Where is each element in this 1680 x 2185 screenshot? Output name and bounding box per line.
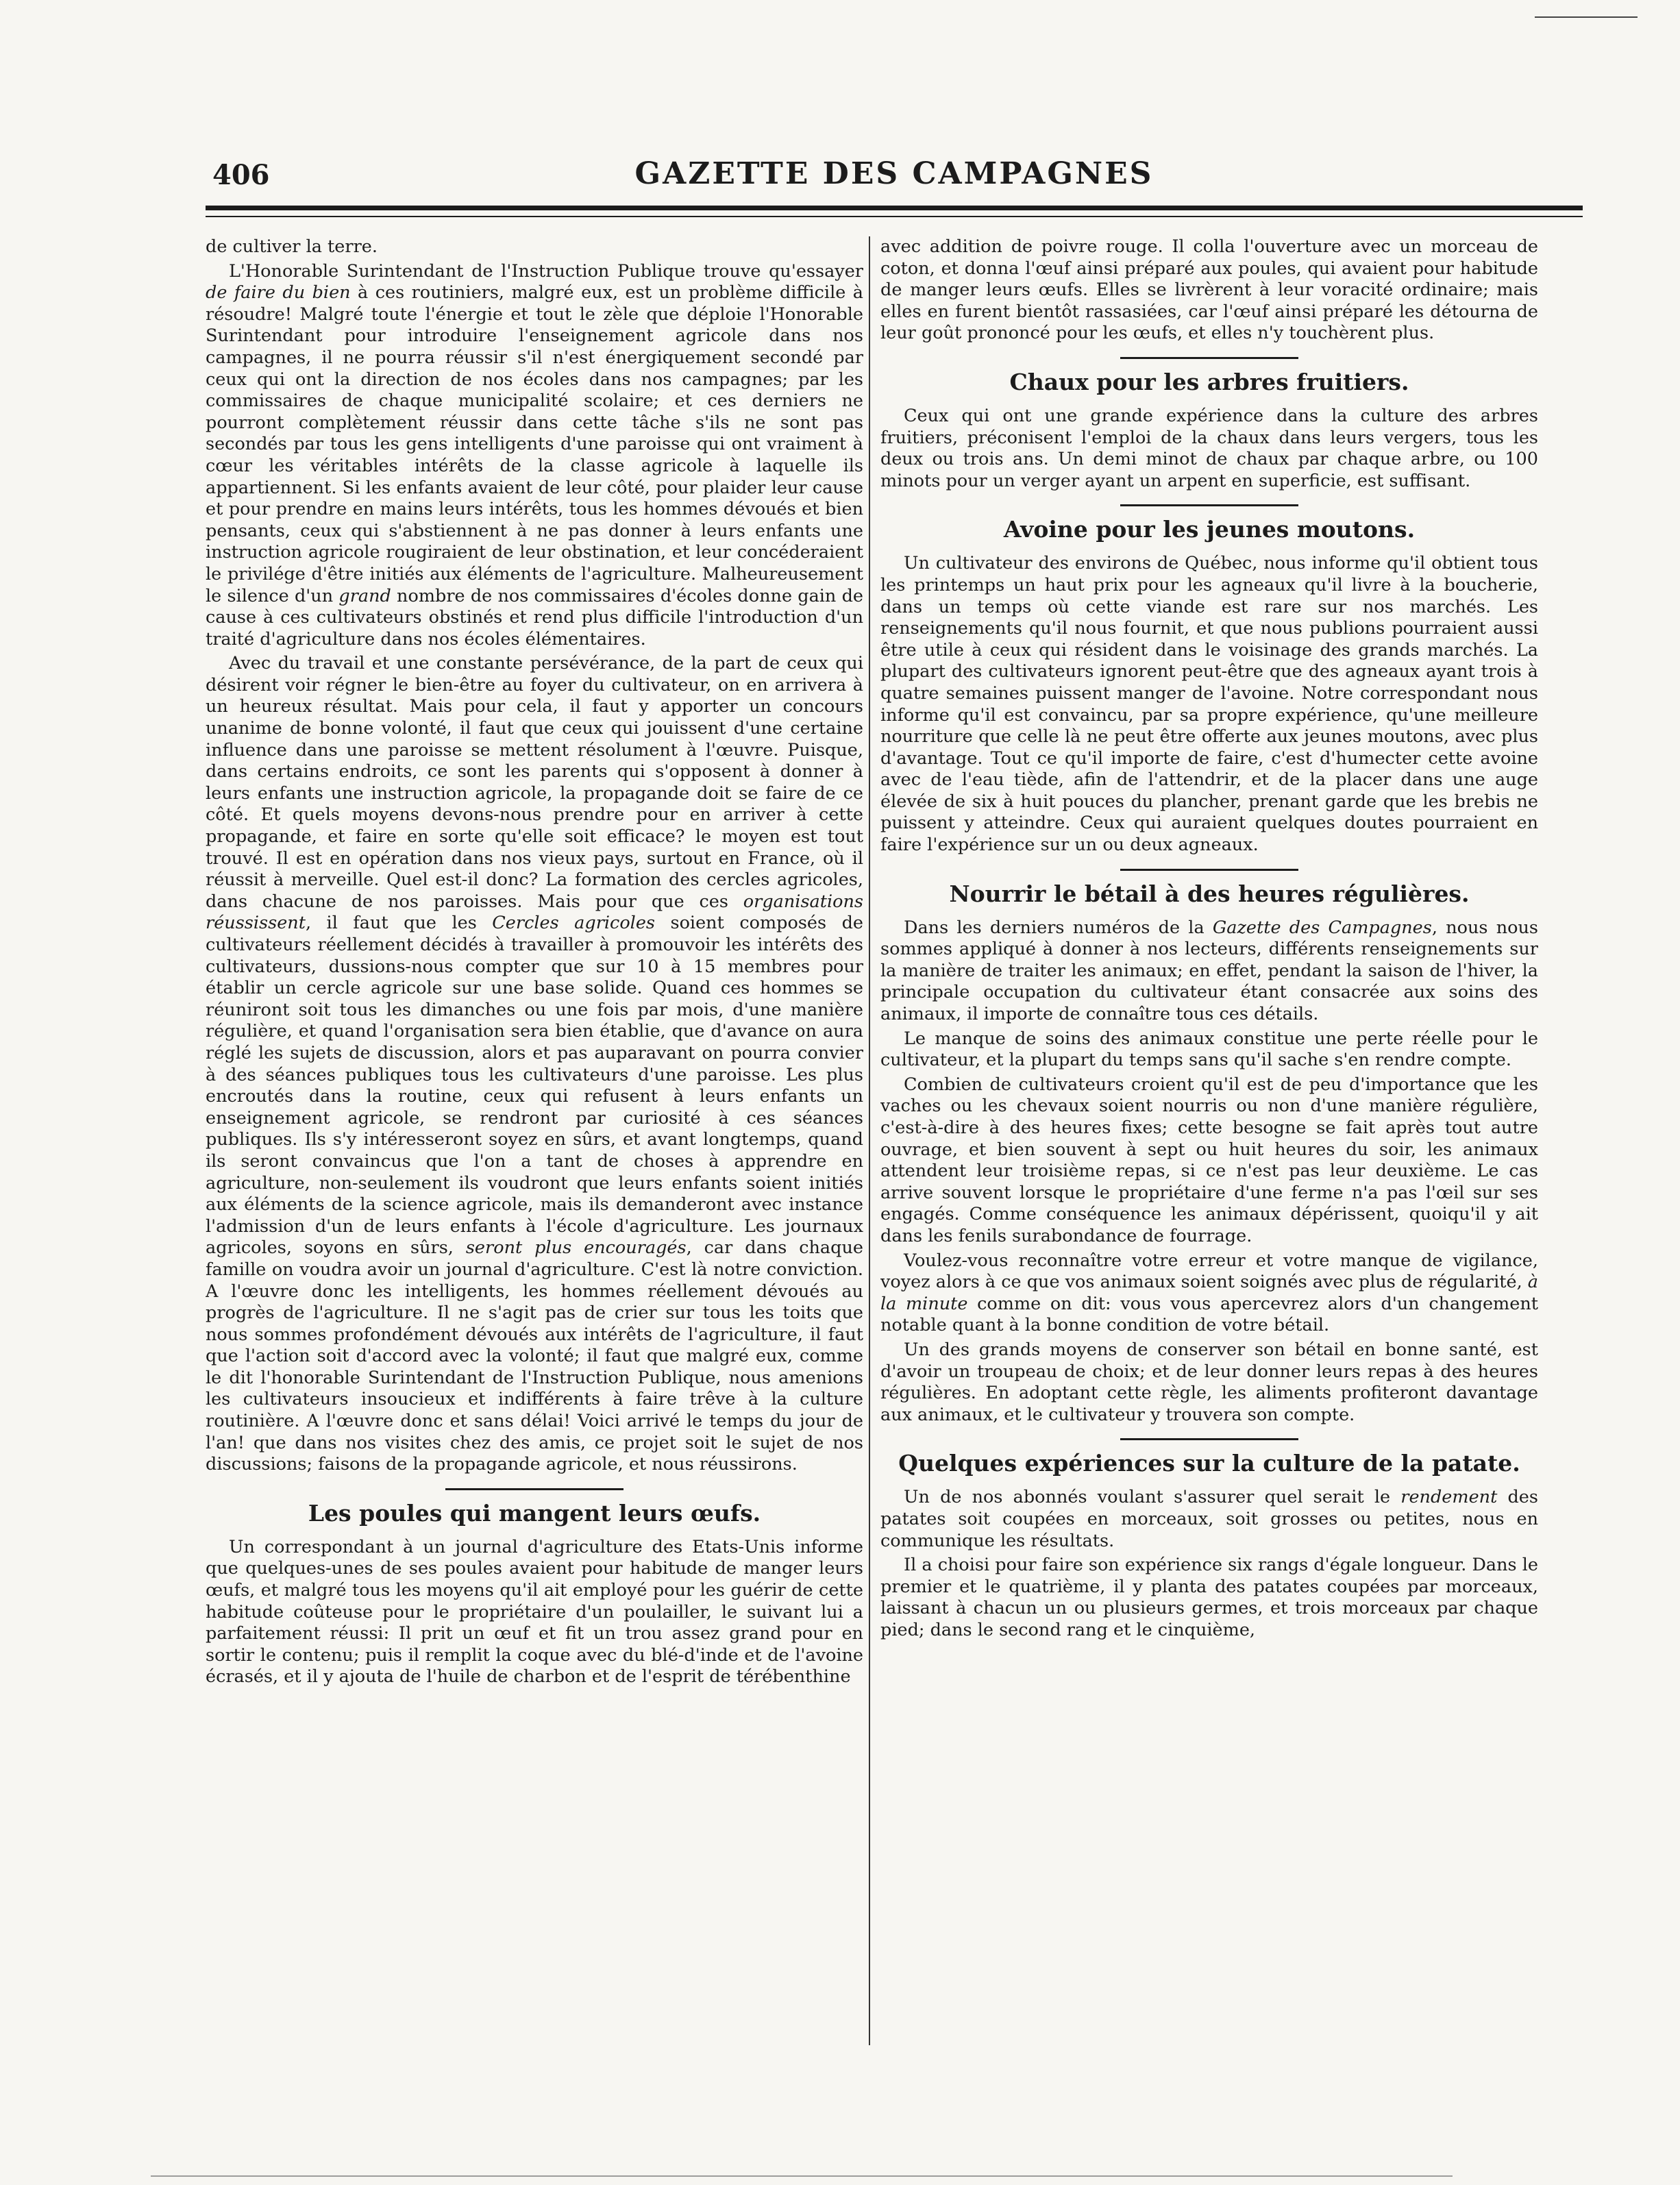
page-header — [206, 156, 1583, 197]
paragraph: Ceux qui ont une grande expérience dans la culture des arbres fruitiers, préconisent l'emploi de la chaux dans leurs vergers, tous les deux ou trois ans. Un demi minot de chaux par chaque arbre, ou 100 minots pour un verger ayant un arpent en superficie, est suffisant. — [880, 405, 1538, 491]
paragraph: Dans les derniers numéros de la Gazette des Campagnes, nous nous sommes appliqué à donner à nos lecteurs, différents renseignements sur la manière de traiter les animaux; en effet, pendant la saison de l'hiver, la principale occupation du cultivateur étant consacrée aux soins des animaux, il importe de connaître tous ces détails. — [880, 917, 1538, 1025]
paragraph: Un correspondant à un journal d'agriculture des Etats-Unis informe que quelques-unes de ses poules avaient pour habitude de manger leurs œufs, et malgré tous les moyens qu'il ait employé pour les guérir de cette habitude coûteuse pour le propriétaire d'un poulailler, le suivant lui a parfaitement réussi: Il prit un œuf et fit un trou assez grand pour en sortir le contenu; puis il remplit la coque avec du blé-d'inde et de l'avoine écrasés, et il y ajouta de l'huile de charbon et de l'esprit de térébenthine — [206, 1536, 863, 1688]
scan-edge-mark — [151, 2175, 1453, 2177]
scan-edge-mark — [1535, 16, 1638, 18]
paragraph: Un de nos abonnés voulant s'assurer quel serait le rendement des patates soit coupées en morceaux, soit grosses ou petites, nous en communique les résultats. — [880, 1487, 1538, 1551]
section-separator — [1120, 1438, 1298, 1440]
section-separator — [1120, 504, 1298, 506]
paragraph: avec addition de poivre rouge. Il colla l'ouverture avec un morceau de coton, et donna l'œuf ainsi préparé aux poules, qui avaient pour habitude de manger leurs œufs. Elles se livrèrent à leur voracité ordinaire; mais elles en furent bientôt rassasiées, car l'œuf ainsi préparé les détourna de leur goût prononcé pour les œufs, et elles n'y touchèrent plus. — [880, 236, 1538, 344]
article-heading-chaux: Chaux pour les arbres fruitiers. — [1009, 368, 1409, 395]
paragraph: Voulez-vous reconnaître votre erreur et votre manque de vigilance, voyez alors à ce que vos animaux soient soignés avec plus de régularité, à la minute comme on dit: vous vous apercevrez alors d'un changement notable quant à la bonne condition de votre bétail. — [880, 1250, 1538, 1336]
paragraph: de cultiver la terre. — [206, 236, 378, 257]
paragraph: Il a choisi pour faire son expérience six rangs d'égale longueur. Dans le premier et le quatrième, il y planta des patates coupées par morceaux, laissant à chacun un ou plusieurs germes, et trois morceaux par chaque pied; dans le second rang et le cinquième, — [880, 1555, 1538, 1640]
section-separator — [445, 1488, 623, 1490]
masthead-title: GAZETTE DES CAMPAGNES — [634, 156, 1154, 191]
article-heading-betail: Nourrir le bétail à des heures régulières. — [949, 880, 1470, 907]
section-separator — [1120, 357, 1298, 359]
page-number: 406 — [212, 159, 270, 191]
paragraph: L'Honorable Surintendant de l'Instruction Publique trouve qu'essayer de faire du bien à ces routiniers, malgré eux, est un problème difficile à résoudre! Malgré toute l'énergie et tout le zèle que déploie l'Honorable Surintendant pour introduire l'enseignement agricole dans nos campagnes, il ne pourra réussir s'il n'est énergiquement secondé par ceux qui ont la direction de nos écoles dans nos campagnes; par les commissaires de chaque municipalité scolaire; et ces derniers ne pourront complètement réussir dans cette tâche s'ils ne sont pas secondés par tous les gens intelligents d'une paroisse qui ont vraiment à cœur les véritables intérêts de la classe agricole à laquelle ils appartiennent. Si les enfants avaient de leur côté, pour plaider leur cause et pour prendre en mains leurs intérêts, tous les hommes dévoués et bien pensants, ceux qui s'abstiennent à ne pas donner à leurs enfants une instruction agricole rougiraient de leur obstination, et leur concéderaient le privilége d'être initiés aux éléments de l'agriculture. Malheureusement le silence d'un grand nombre de nos commissaires d'écoles donne gain de cause à ces cultivateurs obstinés et rend plus difficile l'introduction d'un traité d'agriculture dans nos écoles élémentaires. — [206, 260, 863, 650]
paragraph: Avec du travail et une constante persévérance, de la part de ceux qui désirent voir régner le bien-être au foyer du cultivateur, on en arrivera à un heureux résultat. Mais pour cela, il faut y apporter un concours unanime de bonne volonté, il faut que ceux qui jouissent d'une certaine influence dans une paroisse se mettent résolument à l'œuvre. Puisque, dans certains endroits, ce sont les parents qui s'opposent à donner à leurs enfants une instruction agricole, la propagande doit se faire de ce côté. Et quels moyens devons-nous prendre pour en arriver à cette propagande, et faire en sorte qu'elle soit efficace? le moyen est tout trouvé. Il est en opération dans nos vieux pays, surtout en France, où il réussit à merveille. Quel est-il donc? La formation des cercles agricoles, dans chacune de nos paroisses. Mais pour que ces organisations réussissent, il faut que les Cercles agricoles soient composés de cultivateurs réellement décidés à travailler à promouvoir les intérêts des cultivateurs, dussions-nous compter que sur 10 à 15 membres pour établir un cercle agricole sur une base solide. Quand ces hommes se réuniront soit tous les dimanches ou une fois par mois, d'une manière régulière, et quand l'organisation sera bien établie, que d'avance on aura réglé les sujets de discussion, alors et pas auparavant on pourra convier à des séances publiques tous les cultivateurs d'une paroisse. Les plus encroutés dans la routine, ceux qui refusent à leurs enfants un enseignement agricole, se rendront par curiosité à ces séances publiques. Ils s'y intéresseront soyez en sûrs, et avant longtemps, quand ils seront convaincus que l'on a tant de choses à apprendre en agriculture, non-seulement ils voudront que leurs enfants soient initiés aux éléments de la science agricole, mais ils demanderont avec instance l'admission d'un de leurs enfants à l'école d'agriculture. Les journaux agricoles, soyons en sûrs, seront plus encouragés, car dans chaque famille on voudra avoir un journal d'agriculture. C'est là notre conviction. A l'œuvre donc les intelligents, les hommes réellement dévoués au progrès de l'agriculture. Il ne s'agit pas de crier sur tous les toits que nous sommes profondément dévoués aux intérêts de l'agriculture, il faut que l'action soit d'accord avec la volonté; il faut que malgré eux, comme le dit l'honorable Surintendant de l'Instruction Publique, nous amenions les cultivateurs insoucieux et indifférents à faire trêve à la culture routinière. A l'œuvre donc et sans délai! Voici arrivé le temps du jour de l'an! que dans nos visites chez des amis, ce projet soit le sujet de nos discussions; faisons de la propagande agricole, et nous réussirons. — [206, 653, 863, 1475]
header-rule-thin — [206, 216, 1583, 217]
section-separator — [1120, 869, 1298, 871]
header-rule-thick — [206, 206, 1583, 210]
paragraph: Un des grands moyens de conserver son bétail en bonne santé, est d'avoir un troupeau de choix; et de leur donner leurs repas à des heures régulières. En adoptant cette règle, les aliments profiteront davantage aux animaux, et le cultivateur y trouvera son compte. — [880, 1339, 1538, 1425]
right-column — [880, 236, 1538, 2045]
paragraph: Le manque de soins des animaux constitue une perte réelle pour le cultivateur, et la plupart du temps sans qu'il sache s'en rendre compte. — [880, 1028, 1538, 1071]
paragraph: Un cultivateur des environs de Québec, nous informe qu'il obtient tous les printemps un haut prix pour les agneaux qu'il livre à la boucherie, dans un temps où cette viande est rare sur nos marchés. Les renseignements qu'il nous fournit, et que nous publions pourraient aussi être utile à ceux qui résident dans le voisinage des grands marchés. La plupart des cultivateurs ignorent peut-être que des agneaux ayant trois à quatre semaines puissent manger de l'avoine. Notre correspondant nous informe qu'il est convaincu, par sa propre expérience, qu'une meilleure nourriture que celle là ne peut être offerte aux jeunes moutons, avec plus d'avantage. Tout ce qu'il importe de faire, c'est d'humecter cette avoine avec de l'eau tiède, afin de l'attendrir, et de la placer dans une auge élevée de six à huit pouces du plancher, prenant garde que les brebis ne puissent y atteindre. Ceux qui auraient quelques doutes pourraient en faire l'expérience sur un ou deux agneaux. — [880, 553, 1538, 856]
left-column — [206, 236, 863, 2045]
paragraph: Combien de cultivateurs croient qu'il est de peu d'importance que les vaches ou les chevaux soient nourris ou non d'une manière régulière, c'est-à-dire à des heures fixes; cette besogne se fait après tout autre ouvrage, et bien souvent à sept ou huit heures du soir, les animaux attendent leur troisième repas, si ce n'est pas leur deuxième. Le cas arrive souvent lorsque le propriétaire d'une ferme n'a pas l'œil sur ses engagés. Comme conséquence les animaux dépérissent, quoiqu'il y ait dans les fenils surabondance de fourrage. — [880, 1074, 1538, 1246]
article-heading-poules: Les poules qui mangent leurs œufs. — [308, 1499, 761, 1527]
article-heading-patate: Quelques expériences sur la culture de la patate. — [898, 1450, 1520, 1477]
column-divider — [869, 236, 870, 2045]
article-heading-avoine: Avoine pour les jeunes moutons. — [1003, 516, 1416, 543]
